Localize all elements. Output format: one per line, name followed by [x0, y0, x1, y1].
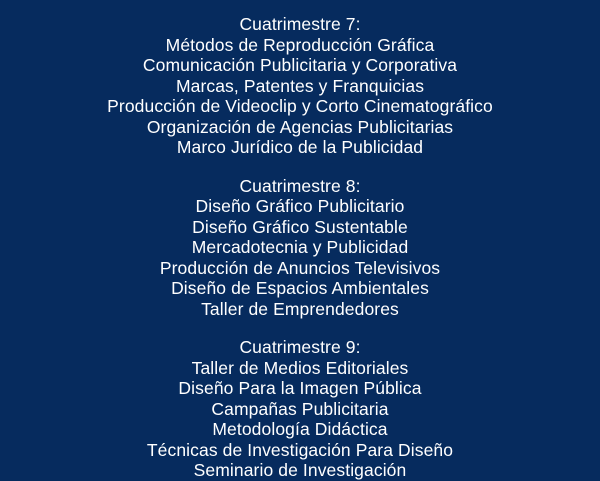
course-item: Metodología Didáctica: [212, 419, 388, 439]
course-item: Producción de Anuncios Televisivos: [159, 257, 441, 278]
course-item: Taller de Medios Editoriales: [191, 357, 409, 378]
course-item: Producción de Videoclip y Corto Cinematográfico: [107, 96, 493, 116]
course-item: Diseño Para la Imagen Pública: [178, 378, 422, 398]
course-item: Taller de Emprendedores: [201, 298, 399, 319]
semester-block-8: [0, 176, 600, 320]
semester-heading: Cuatrimestre 8:: [239, 175, 361, 196]
course-item: Comunicación Publicitaria y Corporativa: [142, 55, 458, 75]
course-item: Campañas Publicitaria: [211, 398, 389, 419]
course-item: Métodos de Reproducción Gráfica: [165, 34, 435, 55]
course-item: Organización de Agencias Publicitarias: [146, 116, 454, 137]
semester-heading: Cuatrimestre 9:: [239, 337, 361, 357]
course-item: Marco Jurídico de la Publicidad: [176, 137, 424, 157]
course-item: Técnicas de Investigación Para Diseño: [146, 439, 454, 460]
course-item: Diseño Gráfico Publicitario: [195, 196, 405, 216]
semester-block-9: [0, 337, 600, 481]
course-item: Marcas, Patentes y Franquicias: [175, 75, 425, 96]
course-item: Diseño de Espacios Ambientales: [171, 278, 429, 298]
course-item: Mercadotecnia y Publicidad: [191, 237, 409, 257]
course-item: Diseño Gráfico Sustentable: [192, 216, 408, 237]
semester-heading: Cuatrimestre 7:: [239, 14, 361, 34]
semester-block-7: [0, 14, 600, 158]
course-item: Seminario de Investigación: [193, 460, 407, 480]
